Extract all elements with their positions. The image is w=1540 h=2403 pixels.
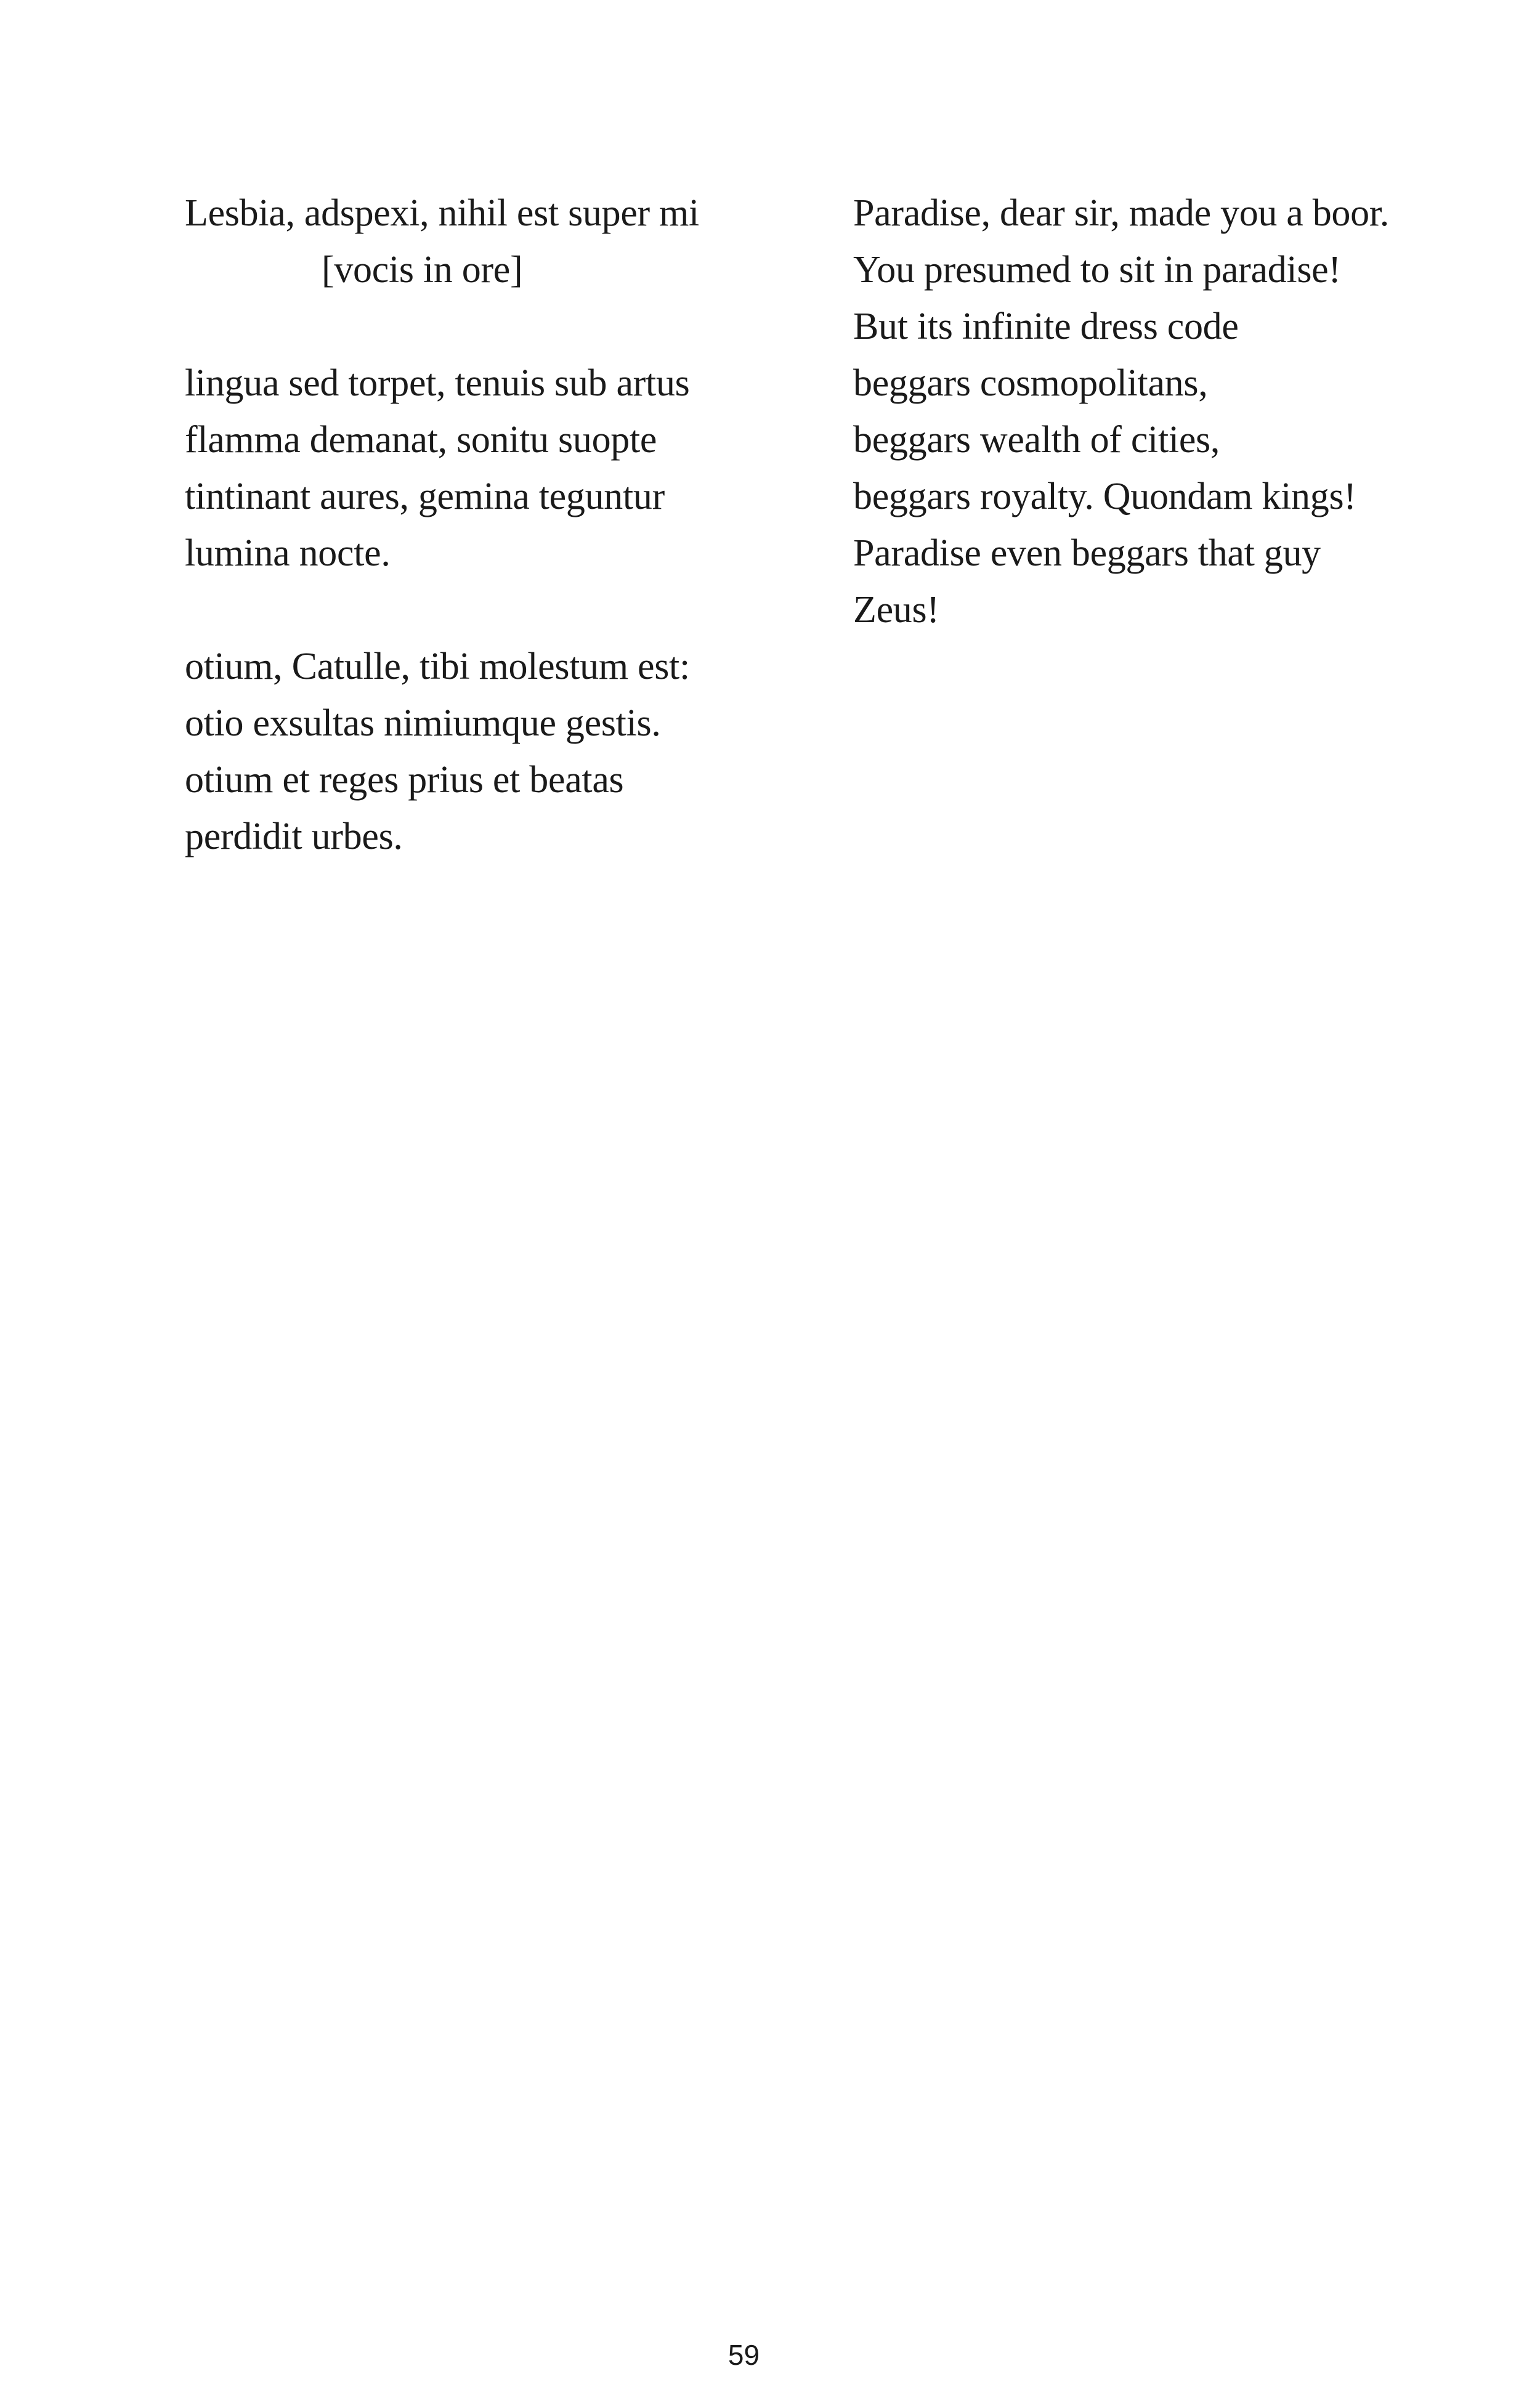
latin-stanza-2-line-1: lingua sed torpet, tenuis sub artus — [185, 362, 690, 404]
english-line-7: Paradise even beggars that guy — [853, 532, 1321, 574]
latin-stanza-3-line-2: otio exsultas nimiumque gestis. — [185, 702, 661, 744]
english-line-5: beggars wealth of cities, — [853, 419, 1220, 461]
latin-poem — [185, 185, 801, 865]
english-line-1: Paradise, dear sir, made you a boor. — [853, 192, 1389, 234]
page-number: 59 — [727, 2339, 760, 2371]
stanza-break — [185, 298, 801, 355]
english-line-6: beggars royalty. Quondam kings! — [853, 476, 1356, 517]
english-poem — [853, 185, 1469, 638]
latin-stanza-2-line-4: lumina nocte. — [185, 532, 391, 574]
english-line-8: Zeus! — [853, 589, 939, 631]
latin-stanza-3-line-1: otium, Catulle, tibi molestum est: — [185, 646, 690, 687]
latin-stanza-3-line-3: otium et reges prius et beatas — [185, 759, 624, 801]
latin-stanza-2-line-3: tintinant aures, gemina teguntur — [185, 476, 665, 517]
latin-stanza-1-line-1: Lesbia, adspexi, nihil est super mi — [185, 192, 699, 234]
latin-stanza-3-line-4: perdidit urbes. — [185, 816, 403, 857]
latin-stanza-2-line-2: flamma demanat, sonitu suopte — [185, 419, 657, 461]
english-line-2: You presumed to sit in paradise! — [853, 249, 1341, 291]
stanza-break — [185, 582, 801, 638]
latin-stanza-1-line-2: [vocis in ore] — [322, 249, 523, 291]
english-line-3: But its infinite dress code — [853, 306, 1239, 347]
english-line-4: beggars cosmopolitans, — [853, 362, 1208, 404]
